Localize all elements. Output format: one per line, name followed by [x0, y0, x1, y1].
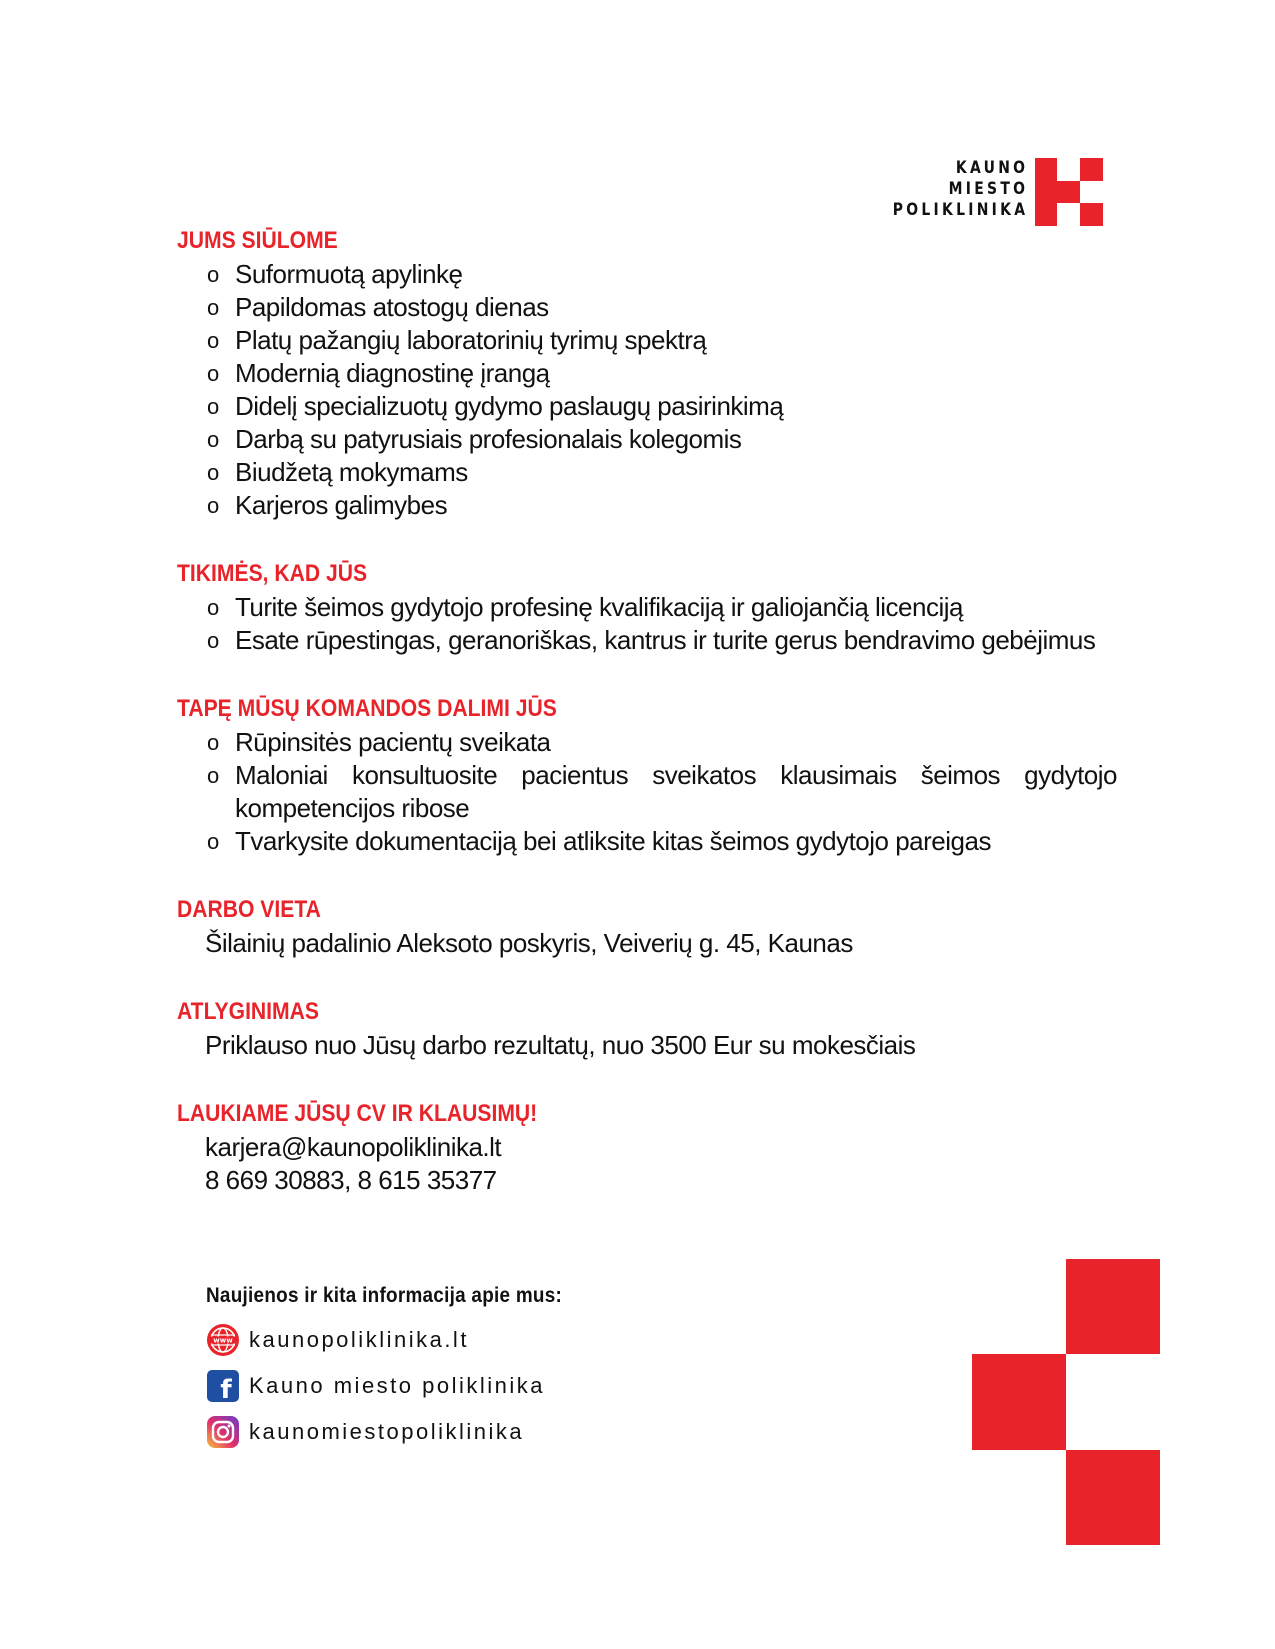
- contact-email[interactable]: karjera@kaunopoliklinika.lt: [205, 1132, 502, 1162]
- bullet-icon: o: [207, 262, 219, 287]
- list-item: o Didelį specializuotų gydymo paslaugų pasirinkimą: [207, 391, 784, 421]
- logo-mark-icon: [1035, 158, 1103, 226]
- section-title: TIKIMĖS, KAD JŪS: [177, 560, 368, 587]
- section-title: TAPĘ MŪSŲ KOMANDOS DALIMI JŪS: [177, 695, 557, 722]
- offer-list: [207, 258, 1117, 522]
- website-link-text: kaunopoliklinika.lt: [249, 1326, 469, 1352]
- list-item: o Biudžetą mokymams: [207, 457, 468, 487]
- logo: [892, 158, 1103, 226]
- list-item: o Turite šeimos gydytojo profesinę kvalifikaciją ir galiojančią licenciją: [207, 592, 963, 622]
- svg-text:www: www: [213, 1336, 233, 1344]
- bullet-icon: o: [207, 460, 219, 485]
- facebook-link-text: Kauno miesto poliklinika: [249, 1372, 546, 1398]
- expectations-section: [177, 557, 1117, 657]
- decorative-squares-icon: [965, 1259, 1160, 1545]
- facebook-link[interactable]: [206, 1368, 602, 1403]
- bullet-icon: o: [207, 295, 219, 320]
- contact-phones: 8 669 30883, 8 615 35377: [205, 1165, 497, 1195]
- bullet-icon: o: [207, 394, 219, 419]
- list-item: o Papildomas atostogų dienas: [207, 292, 549, 322]
- workplace-section: [177, 893, 1117, 960]
- website-link[interactable]: [206, 1322, 602, 1357]
- footer: [206, 1284, 602, 1460]
- logo-text: [892, 158, 1028, 221]
- list-item: o Esate rūpestingas, geranoriškas, kantrus ir turite gerus bendravimo gebėjimus: [207, 625, 1096, 655]
- list-item: o Darbą su patyrusiais profesionalais kolegomis: [207, 424, 742, 454]
- section-title: DARBO VIETA: [177, 896, 321, 923]
- list-item: o Suformuotą apylinkę: [207, 259, 463, 289]
- instagram-link[interactable]: [206, 1414, 602, 1449]
- logo-line-2: MIESTO: [948, 179, 1028, 199]
- bullet-icon: o: [207, 628, 219, 653]
- web-icon: [206, 1323, 240, 1357]
- offer-section: [177, 224, 1117, 522]
- list-item: o Tvarkysite dokumentaciją bei atliksite kitas šeimos gydytojo pareigas: [207, 826, 991, 856]
- logo-line-1: KAUNO: [955, 158, 1028, 178]
- bullet-icon: o: [207, 763, 219, 788]
- bullet-icon: o: [207, 595, 219, 620]
- bullet-icon: o: [207, 361, 219, 386]
- expectations-list: [207, 591, 1117, 657]
- section-title: ATLYGINIMAS: [177, 998, 319, 1025]
- list-item: o Maloniai konsultuosite pacientus sveikatos klausimais šeimos gydytojo kompetencijos ribose: [207, 760, 1117, 823]
- instagram-link-text: kaunomiestopoliklinika: [249, 1418, 525, 1444]
- contact-section: [177, 1097, 1117, 1197]
- instagram-icon: [206, 1415, 240, 1449]
- workplace-address: Šilainių padalinio Aleksoto poskyris, Veiverių g. 45, Kaunas: [205, 928, 853, 958]
- bullet-icon: o: [207, 427, 219, 452]
- bullet-icon: o: [207, 829, 219, 854]
- salary-section: [177, 995, 1117, 1062]
- section-title: LAUKIAME JŪSŲ CV IR KLAUSIMŲ!: [177, 1100, 538, 1127]
- duties-list: [207, 726, 1117, 858]
- facebook-icon: [206, 1369, 240, 1403]
- list-item: o Rūpinsitės pacientų sveikata: [207, 727, 551, 757]
- salary-text: Priklauso nuo Jūsų darbo rezultatų, nuo 3500 Eur su mokesčiais: [205, 1030, 916, 1060]
- list-item: o Modernią diagnostinę įrangą: [207, 358, 550, 388]
- bullet-icon: o: [207, 493, 219, 518]
- main-content: [177, 224, 1117, 1232]
- svg-text:f: f: [220, 1374, 232, 1403]
- list-item: o Platų pažangių laboratorinių tyrimų spektrą: [207, 325, 707, 355]
- duties-section: [177, 692, 1117, 858]
- bullet-icon: o: [207, 730, 219, 755]
- bullet-icon: o: [207, 328, 219, 353]
- list-item: o Karjeros galimybes: [207, 490, 448, 520]
- footer-title: Naujienos ir kita informacija apie mus:: [206, 1284, 563, 1307]
- section-title: JUMS SIŪLOME: [177, 227, 338, 254]
- logo-line-3: POLIKLINIKA: [892, 200, 1028, 220]
